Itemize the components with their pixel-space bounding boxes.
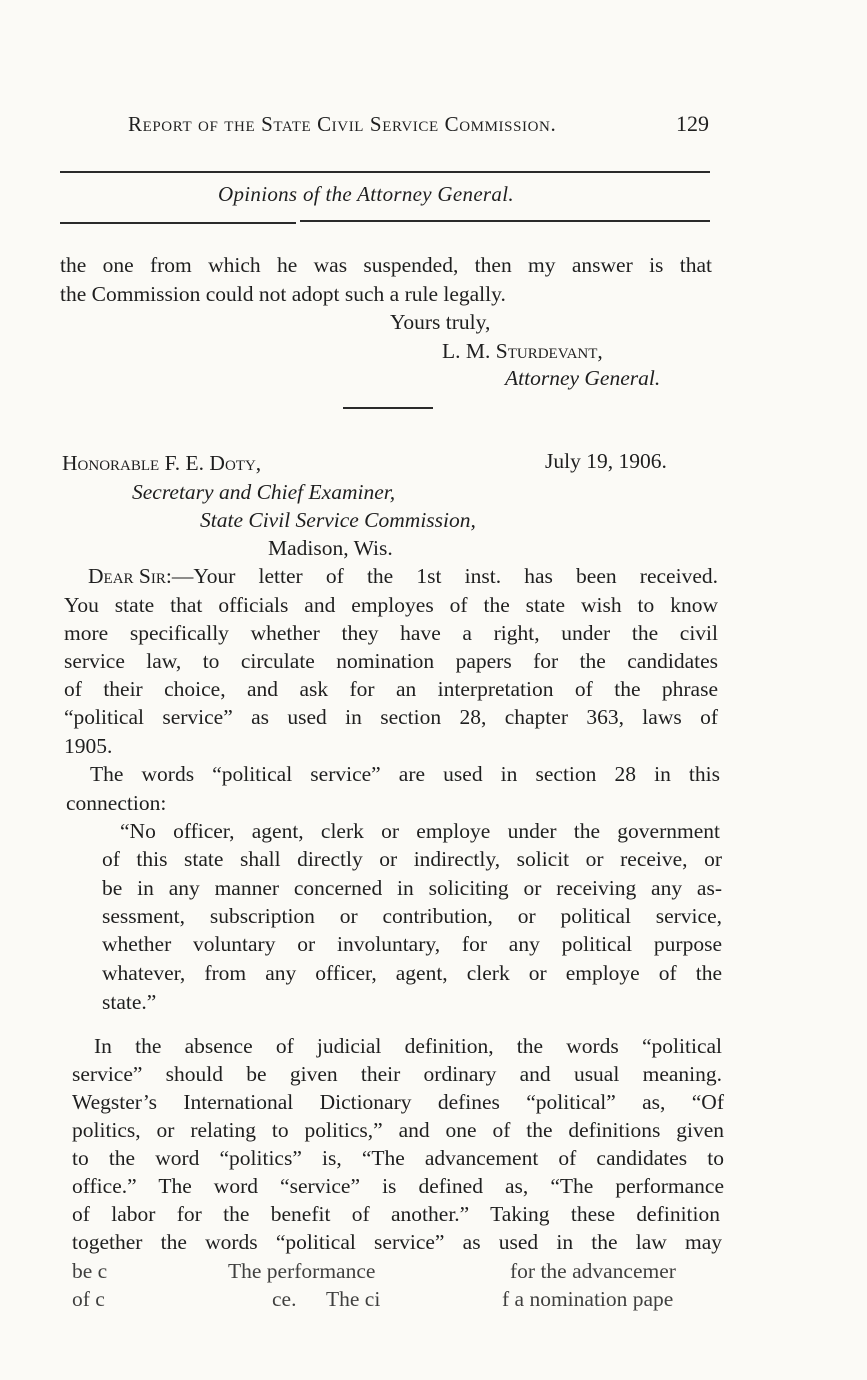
- addressee: Honorable F. E. Doty,: [62, 451, 262, 475]
- prior-letter-line: the one from which he was suspended, then my answer is that: [60, 253, 712, 277]
- fragment-text: f a nomination pape: [502, 1287, 674, 1311]
- quote-line: whether voluntary or involuntary, for any political purpose: [102, 932, 722, 956]
- signature-title: Attorney General.: [505, 366, 661, 390]
- prior-letter-line: the Commission could not adopt such a rule legally.: [60, 282, 506, 306]
- fragment-text: The ci: [326, 1287, 381, 1311]
- paragraph-3-line: In the absence of judicial definition, the words “political: [94, 1034, 722, 1058]
- page-number: 129: [676, 111, 709, 136]
- header-rule-top: [60, 171, 710, 173]
- paragraph-3-line: service” should be given their ordinary and usual meaning.: [72, 1062, 722, 1086]
- fragment-text: be c: [72, 1259, 108, 1283]
- paragraph-1-text: —Your letter of the 1st inst. has been received.: [171, 564, 718, 588]
- paragraph-3-line: politics, or relating to politics,” and one of the definitions given: [72, 1118, 724, 1142]
- paragraph-1-line: You state that officials and employes of the state wish to know: [64, 593, 718, 617]
- paragraph-2-line: The words “political service” are used in section 28 in this: [90, 762, 720, 786]
- header-rule-bottom-right: [300, 220, 710, 222]
- fragment-text: The performance: [228, 1259, 376, 1283]
- paragraph-1-line: “political service” as used in section 28, chapter 363, laws of: [64, 705, 718, 729]
- separator-rule: [343, 407, 433, 409]
- paragraph-1-line: 1905.: [64, 734, 113, 758]
- letter-date: July 19, 1906.: [545, 449, 667, 473]
- quote-line: be in any manner concerned in soliciting or receiving any as-: [102, 876, 722, 900]
- quote-line: whatever, from any officer, agent, clerk or employe of the: [102, 961, 722, 985]
- signature-name: L. M. Sturdevant,: [442, 339, 603, 363]
- section-title: Opinions of the Attorney General.: [218, 182, 514, 206]
- paragraph-2-line: connection:: [66, 791, 167, 815]
- quote-line: sessment, subscription or contribution, or political service,: [102, 904, 722, 928]
- header-rule-bottom-left: [60, 222, 296, 224]
- addressee-org: State Civil Service Commission,: [200, 508, 476, 532]
- quote-line: “No officer, agent, clerk or employe under the government: [120, 819, 720, 843]
- quote-line: of this state shall directly or indirectly, solicit or receive, or: [102, 847, 722, 871]
- paragraph-1-line: of their choice, and ask for an interpretation of the phrase: [64, 677, 718, 701]
- paragraph-1-line: more specifically whether they have a right, under the civil: [64, 621, 718, 645]
- paragraph-3-line: to the word “politics” is, “The advancement of candidates to: [72, 1146, 724, 1170]
- running-head: Report of the State Civil Service Commission.: [128, 112, 557, 136]
- paragraph-3-line: office.” The word “service” is defined as, “The performance: [72, 1174, 724, 1198]
- fragment-text: of c: [72, 1287, 105, 1311]
- paragraph-3-line: of labor for the benefit of another.” Taking these definition: [72, 1202, 720, 1226]
- salutation: Dear Sir:: [88, 564, 172, 588]
- fragment-text: for the advancemer: [510, 1259, 676, 1283]
- paragraph-3-line: together the words “political service” as used in the law may: [72, 1230, 722, 1254]
- paragraph-1-line: service law, to circulate nomination papers for the candidates: [64, 649, 718, 673]
- paragraph-1-first-line: [88, 564, 718, 589]
- paragraph-3-line: Wegster’s International Dictionary defines “political” as, “Of: [72, 1090, 724, 1114]
- quote-line: state.”: [102, 990, 157, 1014]
- closing: Yours truly,: [390, 310, 491, 334]
- fragment-text: ce.: [272, 1287, 297, 1311]
- addressee-title: Secretary and Chief Examiner,: [132, 480, 396, 504]
- addressee-city: Madison, Wis.: [268, 536, 393, 560]
